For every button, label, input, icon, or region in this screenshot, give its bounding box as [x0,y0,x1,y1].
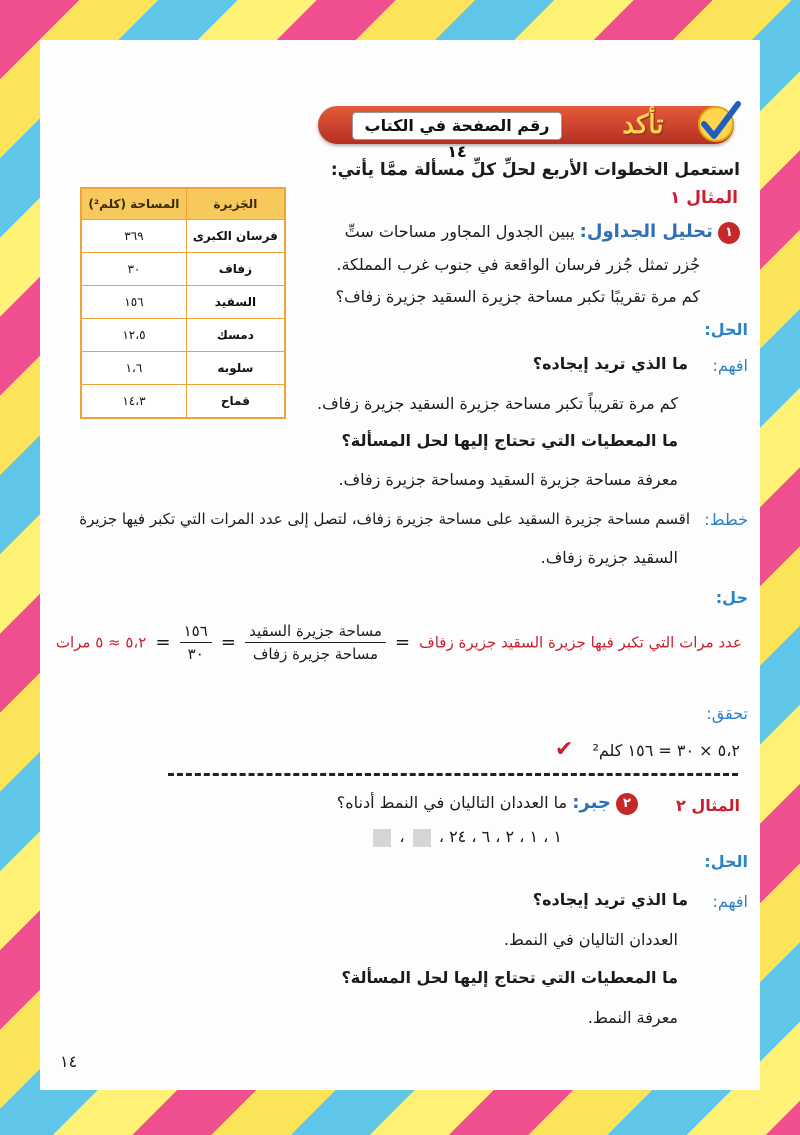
fraction-numbers-denominator: ٣٠ [187,645,204,663]
fraction-words-denominator: مساحة جزيرة زفاف [252,645,379,663]
solution-label-1: الحل: [704,320,748,339]
example1-title: المثال ١ [670,188,738,208]
page-reference: رقم الصفحة في الكتاب ١٤ [352,112,562,140]
question-given-1: ما المعطيات التي تحتاج إليها لحل المسألة؟ [341,431,678,450]
page-number: ١٤ [60,1052,78,1071]
table-row [81,253,285,286]
island-name: قماح [186,385,285,419]
equals-sign: = [155,632,171,653]
table-row [81,352,285,385]
question-find-2: ما الذي تريد إيجاده؟ [532,890,688,909]
problem-line-3: كم مرة تقريبًا تكبر مساحة جزيرة السقيد جزيرة زفاف؟ [335,287,700,306]
table-row [81,385,285,419]
example2-heading [337,792,638,815]
example1-heading [345,221,740,244]
fraction-words [245,622,386,663]
problem-line-1: يبين الجدول المجاور مساحات ستِّ [344,222,575,241]
plan-line-1: اقسم مساحة جزيرة السقيد على مساحة جزيرة زفاف، لتصل إلى عدد المرات التي تكبر فيها جزيرة [79,510,690,528]
solution-label-2: الحل: [704,852,748,871]
table-row [81,319,285,352]
example2-topic: جبر: [572,792,611,813]
fraction-numbers [180,622,212,663]
example2-question: ما العددان التاليان في النمط أدناه؟ [336,793,568,812]
island-name: دمسك [186,319,285,352]
question-given-2: ما المعطيات التي تحتاج إليها لحل المسألة؟ [341,968,678,987]
blank-box [413,829,431,847]
example1-number-badge: ١ [718,222,740,244]
island-area: ١٤،٣ [81,385,186,419]
answer-find-2: العددان التاليان في النمط. [503,930,678,949]
blank-box [373,829,391,847]
island-name: زفاف [186,253,285,286]
island-area: ٣٦٩ [81,220,186,253]
instruction: استعمل الخطوات الأربع لحلِّ كلِّ مسألة ممَّا يأتي: [330,160,740,180]
plan-line-2: السقيد جزيرة زفاف. [540,548,678,567]
equation [56,622,742,663]
island-area: ١،٦ [81,352,186,385]
example2-number-badge: ٢ [616,793,638,815]
understand-label-1: افهم: [712,356,748,375]
plan-label: خطط: [704,510,748,529]
fraction-numbers-numerator: ١٥٦ [180,622,212,643]
answer-given-2: معرفة النمط. [587,1008,678,1027]
check-label: تحقق: [706,704,748,723]
checkmark-badge-icon [696,98,742,146]
island-name: سلوبه [186,352,285,385]
problem-line-2: جُزر تمثل جُزر فرسان الواقعة في جنوب غرب المملكة. [336,255,700,274]
header-island: الجَزيرة [186,188,285,220]
worksheet-page [40,40,760,1090]
question-find-1: ما الذي تريد إيجاده؟ [532,354,688,373]
check-mark-icon: ✔ [554,737,574,762]
check-equation: ٥،٢ × ٣٠ = ١٥٦ كلم² [592,741,740,760]
answer-find-1: كم مرة تقريباً تكبر مساحة جزيرة السقيد جزيرة زفاف. [317,394,678,413]
pattern-row [370,827,562,847]
equals-sign: = [394,632,411,653]
fraction-words-numerator: مساحة جزيرة السقيد [245,622,386,643]
table-row [81,286,285,319]
understand-label-2: افهم: [712,892,748,911]
table-header-row [81,188,285,220]
pattern-values: ١ ، ١ ، ٢ ، ٦ ، ٢٤ ، [438,827,562,846]
answer-given-1: معرفة مساحة جزيرة السقيد ومساحة جزيرة زفاف. [338,470,678,489]
island-name: فرسان الكبرى [186,220,285,253]
equals-sign: = [220,632,236,653]
islands-table [80,187,286,419]
island-name: السقيد [186,286,285,319]
table-row [81,220,285,253]
badge-word: تأكد [622,110,664,140]
island-area: ٣٠ [81,253,186,286]
island-area: ١٢،٥ [81,319,186,352]
example2-title: المثال ٢ [676,796,740,815]
example1-topic: تحليل الجداول: [579,221,713,242]
solve-label: حل: [715,588,748,607]
island-area: ١٥٦ [81,286,186,319]
equation-result: ٥،٢ ≈ ٥ مرات [55,633,147,652]
check-row [555,737,740,762]
dashed-divider [168,773,738,776]
pattern-separator: ، [399,827,405,846]
equation-lhs: عدد مرات التي تكبر فيها جزيرة السقيد جزيرة زفاف [419,633,742,652]
header-area: المساحة (كلم²) [81,188,186,220]
